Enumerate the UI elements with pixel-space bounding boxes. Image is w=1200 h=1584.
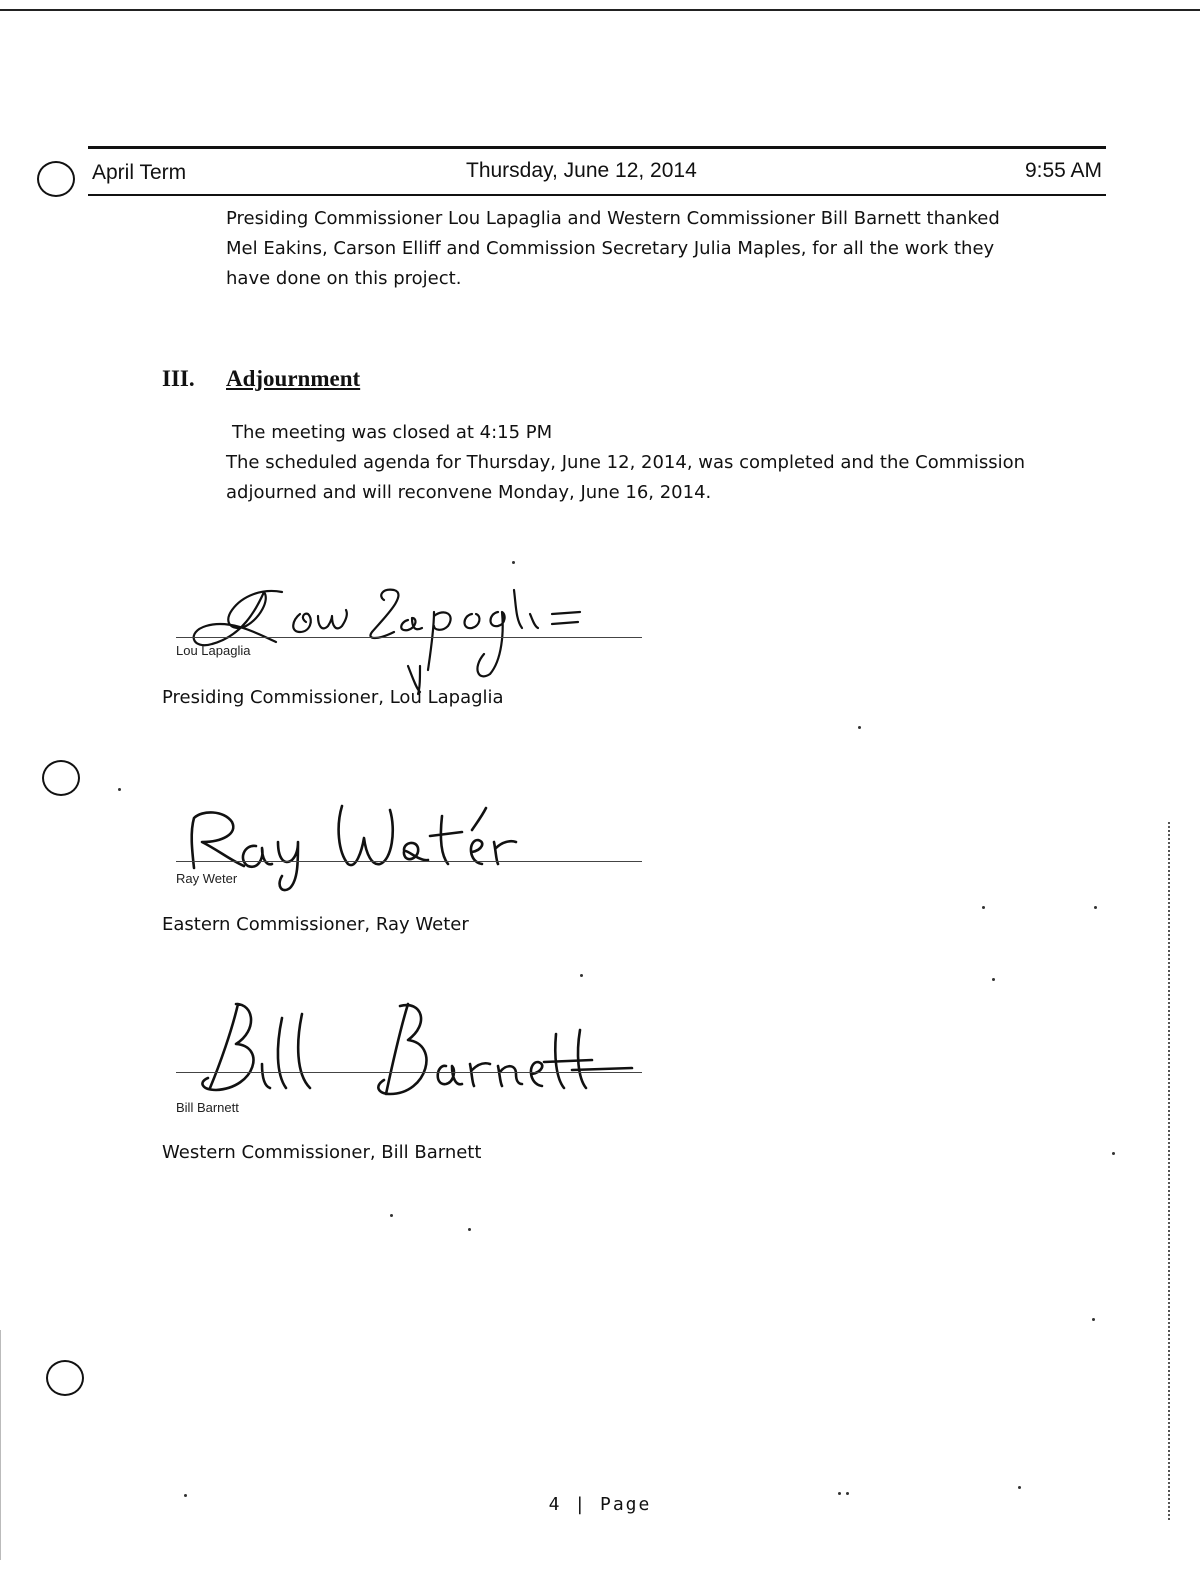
scan-speck	[1094, 906, 1097, 909]
scan-speck	[992, 978, 995, 981]
scan-speck	[390, 1214, 393, 1217]
punch-hole	[46, 1360, 84, 1396]
signature-line	[176, 861, 642, 862]
handwritten-signature-lapaglia	[172, 570, 592, 700]
signer-caption: Presiding Commissioner, Lou Lapaglia	[162, 687, 504, 708]
scan-speck	[184, 1494, 187, 1497]
section-title: Adjournment	[226, 366, 361, 391]
scan-speck	[982, 906, 985, 909]
punch-hole	[37, 161, 75, 197]
closing-line: The scheduled agenda for Thursday, June 12, 2014, was completed and the Commission	[226, 452, 1026, 473]
header-rule-top	[88, 146, 1106, 149]
page-number: 4 | Page	[548, 1494, 652, 1515]
scan-speck	[1018, 1486, 1021, 1489]
printed-name: Ray Weter	[176, 871, 238, 886]
signer-caption: Western Commissioner, Bill Barnett	[162, 1142, 482, 1163]
header-date: Thursday, June 12, 2014	[466, 159, 697, 182]
scan-speck	[468, 1228, 471, 1231]
signature-line	[176, 1072, 642, 1073]
handwritten-signature-weter	[172, 780, 592, 910]
thanks-paragraph	[226, 204, 1056, 294]
header-time: 9:55 AM	[1024, 159, 1102, 182]
signature-block-weter	[162, 780, 662, 935]
punch-hole	[42, 760, 80, 796]
scan-speck	[858, 726, 861, 729]
signature-block-barnett	[162, 990, 662, 1163]
scan-speck	[1092, 1318, 1095, 1321]
paragraph-line: Mel Eakins, Carson Elliff and Commission Secretary Julia Maples, for all the work they	[226, 238, 995, 259]
header-term: April Term	[92, 161, 187, 184]
left-scan-edge	[0, 1330, 1, 1560]
scan-speck	[512, 561, 515, 564]
closing-line: The meeting was closed at 4:15 PM	[232, 422, 553, 443]
adjournment-text	[226, 418, 1076, 508]
signature-block-lapaglia	[162, 560, 662, 710]
header-rule-bottom	[88, 194, 1106, 196]
signer-caption: Eastern Commissioner, Ray Weter	[162, 914, 469, 935]
signature-line	[176, 637, 642, 638]
scan-speck	[1112, 1152, 1115, 1155]
printed-name: Bill Barnett	[176, 1100, 239, 1115]
printed-name: Lou Lapaglia	[176, 643, 251, 658]
page-header	[88, 146, 1106, 196]
right-scan-edge	[1168, 822, 1170, 1522]
paragraph-line: Presiding Commissioner Lou Lapaglia and Western Commissioner Bill Barnett thanked	[226, 208, 1000, 229]
scan-speck	[580, 974, 583, 977]
scan-speck	[838, 1492, 841, 1495]
section-number: III.	[162, 366, 195, 391]
closing-line: adjourned and will reconvene Monday, June 16, 2014.	[226, 482, 712, 503]
top-edge-rule	[0, 9, 1200, 11]
scan-speck	[846, 1492, 849, 1495]
scan-speck	[118, 788, 121, 791]
paragraph-line: have done on this project.	[226, 268, 462, 289]
